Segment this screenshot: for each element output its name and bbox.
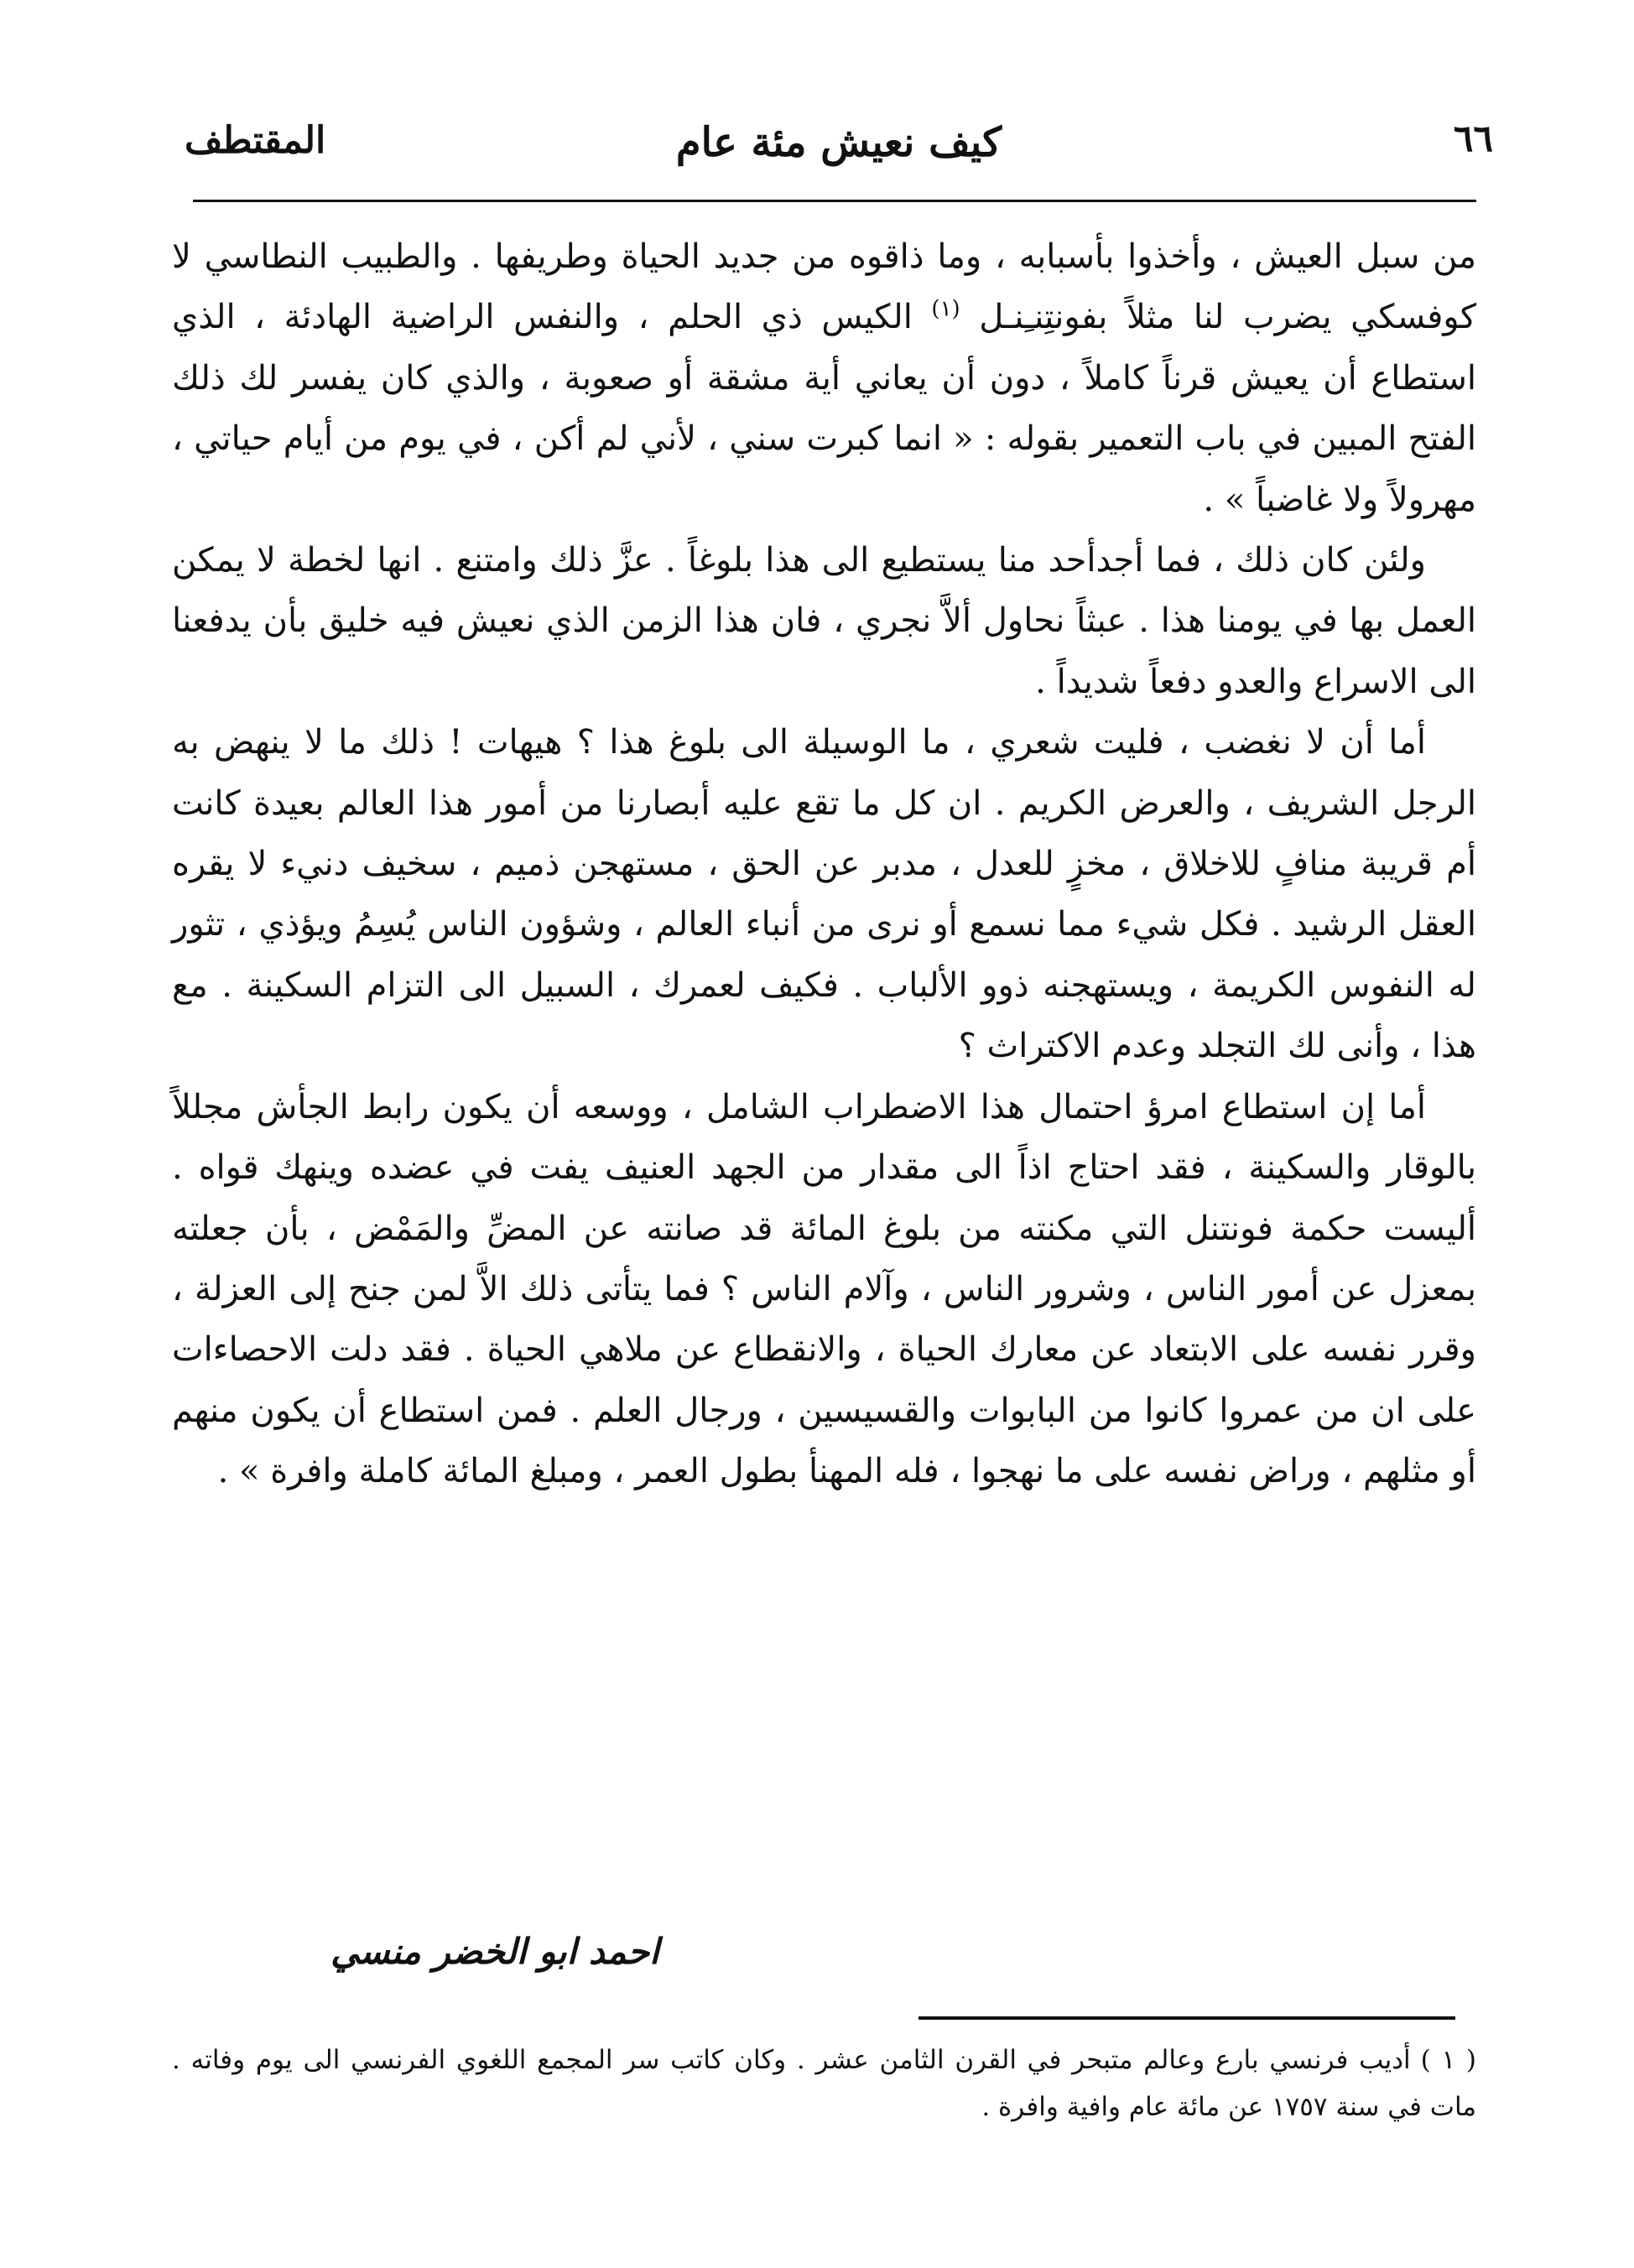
paragraph-2: ولئن كان ذلك ، فما أجدأحد منا يستطيع الى هذا بلوغاً . عزَّ ذلك وامتنع . انها لخطة لا يمكن العمل بها في يومنا هذا . عبثاً نحاول ألاَّ نجري ، فان هذا الزمن الذي نعيش فيه خليق بأن يدفعنا الى الاسراع والعدو دفعاً شديداً . — [172, 541, 1476, 701]
footnote-divider — [918, 2016, 1455, 2020]
paragraph-1 — [172, 226, 1476, 530]
paragraph-4: أما إن استطاع امرؤ احتمال هذا الاضطراب الشامل ، ووسعه أن يكون رابط الجأش مجللاً بالوقار والسكينة ، فقد احتاج اذاً الى مقدار من الجهد العنيف يفت في عضده وينهك قواه . أليست حكمة فونتنل التي مكنته من بلوغ المائة قد صانته عن المضِّ والمَمْض ، بأن جعلته بمعزل عن أمور الناس ، وشرور الناس ، وآلام الناس ؟ فما يتأتى ذلك الاَّ لمن جنح إلى العزلة ، وقرر نفسه على الابتعاد عن معارك الحياة ، والانقطاع عن ملاهي الحياة . فقد دلت الاحصاءات على ان من عمروا كانوا من البابوات والقسيسين ، ورجال العلم . فمن استطاع أن يكون منهم أو مثلهم ، وراض نفسه على ما نهجوا ، فله المهنأ بطول العمر ، ومبلغ المائة كاملة وافرة » . — [172, 1087, 1476, 1491]
footnote-text: أديب فرنسي بارع وعالم متبحر في القرن الثامن عشر . وكان كاتب سر المجمع اللغوي الفرنسي الى يوم وفاته . مات في سنة ١٧٥٧ عن مائة عام وافية وافرة . — [172, 2045, 1476, 2122]
article-body — [172, 226, 1476, 1502]
footnote-1 — [172, 2037, 1476, 2130]
paragraph-1-text-b: الكيس ذي الحلم ، والنفس الراضية الهادئة ، الذي استطاع أن يعيش قرناً كاملاً ، دون أن يعاني أية مشقة أو صعوبة ، والذي كان يفسر لك ذلك الفتح المبين في باب التعمير بقوله : « انما كبرت سني ، لأني لم أكن ، في يوم من أيام حياتي ، مهرولاً ولا غاضباً » . — [172, 298, 1476, 519]
page-header — [185, 101, 1493, 176]
journal-name: المقتطف — [185, 119, 326, 162]
header-divider — [193, 200, 1476, 202]
footnote-reference: (١) — [931, 297, 960, 323]
footnotes — [172, 2037, 1476, 2130]
author-signature: احمد ابو الخضر منسي — [330, 1931, 659, 1972]
page-number: ٦٦ — [1453, 117, 1493, 160]
footnote-number: ( ١ ) — [1420, 2045, 1476, 2075]
running-title: كيف نعيش مئة عام — [675, 119, 1002, 166]
paragraph-1-text-a: من سبل العيش ، وأخذوا بأسبابه ، وما ذاقوه من جديد الحياة وطريفها . والطبيب النطاسي لا كوفسكي يضرب لنا مثلاً بفونتِنـِنـل — [172, 237, 1477, 337]
paragraph-3: أما أن لا نغضب ، فليت شعري ، ما الوسيلة الى بلوغ هذا ؟ هيهات ! ذلك ما لا ينهض به الرجل الشريف ، والعرض الكريم . ان كل ما تقع عليه أبصارنا من أمور هذا العالم بعيدة كانت أم قريبة منافٍ للاخلاق ، مخزٍ للعدل ، مدبر عن الحق ، مستهجن ذميم ، سخيف دنيء لا يقره العقل الرشيد . فكل شيء مما نسمع أو نرى من أنباء العالم ، وشؤون الناس يُسِمُ ويؤذي ، تثور له النفوس الكريمة ، ويستهجنه ذوو الألباب . فكيف لعمرك ، السبيل الى التزام السكينة . مع هذا ، وأنى لك التجلد وعدم الاكتراث ؟ — [172, 723, 1476, 1066]
